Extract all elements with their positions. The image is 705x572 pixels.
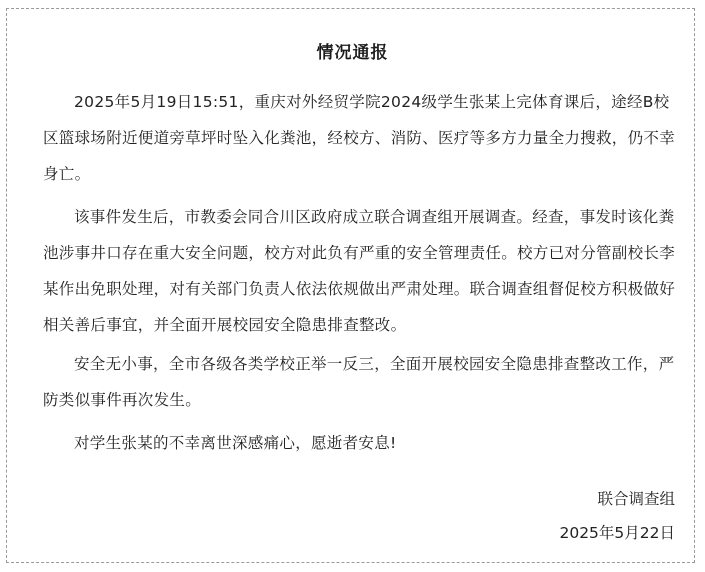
- paragraph-safety: 安全无小事，全市各级各类学校正举一反三，全面开展校园安全隐患排查整改工作，严防类似事件再次发生。: [43, 355, 675, 409]
- paragraph-condolence: 对学生张某的不幸离世深感痛心，愿逝者安息!: [74, 434, 397, 452]
- signature-date: 2025年5月22日: [559, 524, 675, 542]
- paragraph-incident: 2025年5月19日15:51，重庆对外经贸学院2024级学生张某上完体育课后，途经B校区篮球场附近便道旁草坪时坠入化粪池，经校方、消防、医疗等多方力量全力搜救，仍不幸身亡。: [43, 93, 676, 183]
- notice-title: 情况通报: [316, 43, 389, 63]
- paragraph-investigation: 该事件发生后，市教委会同合川区政府成立联合调查组开展调查。经查，事发时该化粪池涉事井口存在重大安全问题，校方对此负有严重的安全管理责任。校方已对分管副校长李某作出免职处理，对有关部门负责人依法依规做出严肃处理。联合调查组督促校方积极做好相关善后事宜，并全面开展校园安全隐患排查整改。: [43, 208, 676, 334]
- signature-organization: 联合调查组: [597, 490, 675, 508]
